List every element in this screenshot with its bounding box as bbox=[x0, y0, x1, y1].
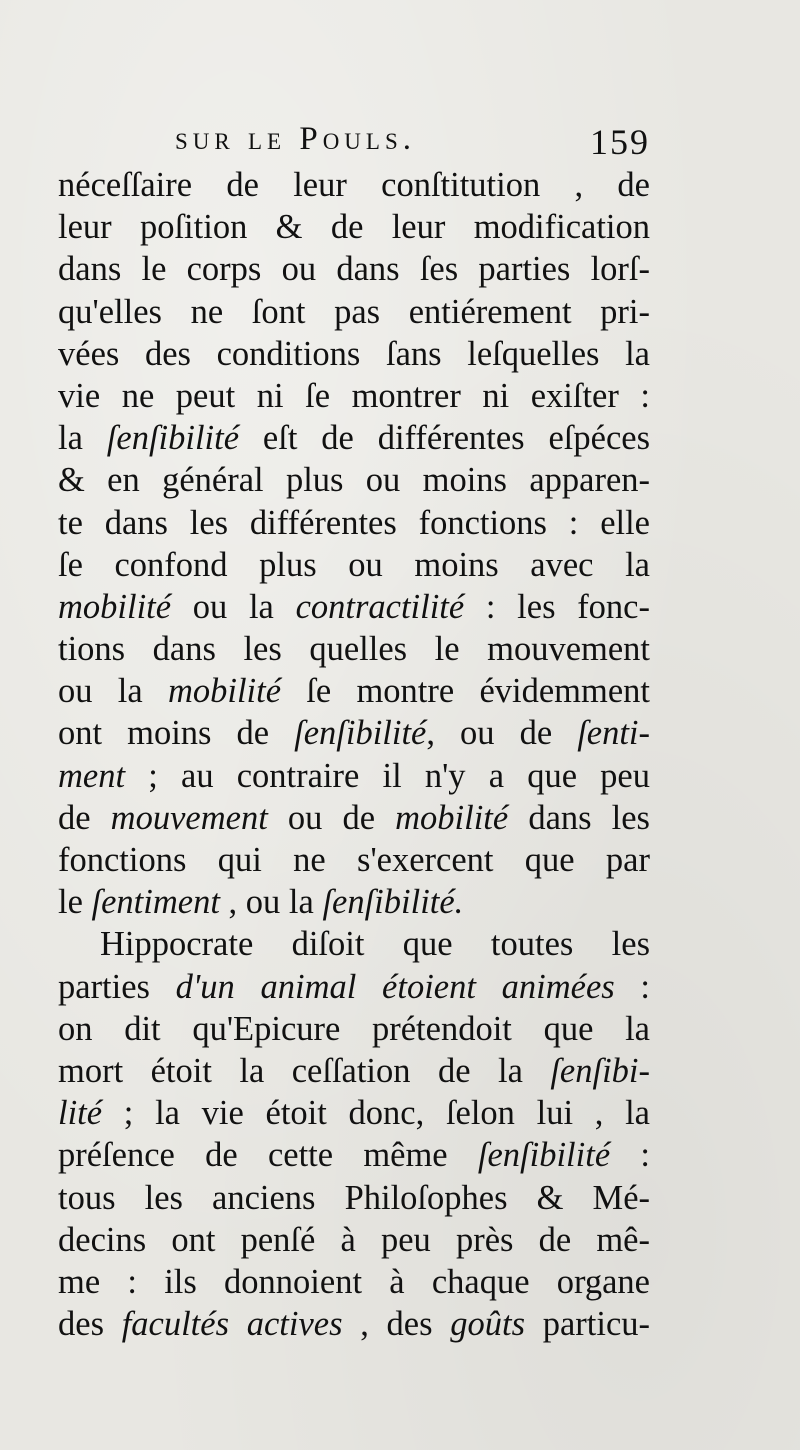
text-line bbox=[58, 1134, 650, 1176]
text-segment: te dans les différentes fonctions : elle bbox=[58, 503, 650, 542]
text-segment: ont moins de bbox=[58, 714, 295, 753]
text-segment: on dit qu'Epicure prétendoit que la bbox=[58, 1009, 650, 1048]
italic-text: ſenſibi- bbox=[550, 1051, 650, 1090]
text-segment: mort étoit la ceſſation de la bbox=[58, 1051, 551, 1090]
text-line bbox=[58, 544, 650, 586]
text-segment: : les fonc- bbox=[464, 587, 650, 626]
text-segment: me : ils donnoient à chaque organe bbox=[58, 1262, 650, 1301]
text-line bbox=[58, 797, 650, 839]
page-header bbox=[175, 121, 650, 165]
text-segment: eſt de différentes eſpéces bbox=[239, 419, 650, 458]
text-segment: qu'elles ne ſont pas entiérement pri- bbox=[58, 292, 650, 331]
text-segment: vie ne peut ni ſe montrer ni exiſter : bbox=[58, 376, 650, 415]
text-segment: , ou la bbox=[219, 883, 323, 922]
text-segment: tous les anciens Philoſophes & Mé- bbox=[58, 1178, 650, 1217]
text-segment: dans les bbox=[508, 798, 650, 837]
text-line bbox=[58, 459, 650, 501]
text-segment: : bbox=[614, 967, 650, 1006]
text-segment: ſe montre évidemment bbox=[281, 672, 650, 711]
text-segment: vées des conditions ſans leſquelles la bbox=[58, 334, 650, 373]
text-line bbox=[58, 1303, 650, 1345]
text-line bbox=[58, 248, 650, 290]
text-segment: decins ont penſé à peu près de mê- bbox=[58, 1220, 650, 1259]
text-line bbox=[58, 375, 650, 417]
text-line bbox=[58, 164, 650, 206]
text-segment: & en général plus ou moins apparen- bbox=[58, 461, 650, 500]
text-line bbox=[58, 712, 650, 754]
text-segment: , ou de bbox=[426, 714, 578, 753]
italic-text: mouvement bbox=[110, 798, 268, 837]
text-line bbox=[58, 923, 650, 965]
italic-text: contractilité bbox=[295, 587, 465, 626]
text-segment: néceſſaire de leur conſtitution , de bbox=[58, 166, 650, 204]
text-line bbox=[58, 670, 650, 712]
text-segment: ; la vie étoit donc, ſelon lui , la bbox=[102, 1094, 650, 1133]
body-text bbox=[58, 164, 650, 1345]
italic-text: ſenſibilité. bbox=[322, 883, 464, 922]
italic-text: ſenti- bbox=[577, 714, 650, 753]
text-line bbox=[58, 1008, 650, 1050]
text-segment: ſe confond plus ou moins avec la bbox=[58, 545, 650, 584]
italic-text: d'un animal étoient animées bbox=[175, 967, 615, 1006]
text-segment: des bbox=[58, 1305, 122, 1344]
text-segment: ou la bbox=[171, 587, 296, 626]
text-line bbox=[58, 1219, 650, 1261]
text-segment: parties bbox=[58, 967, 176, 1006]
page-number: 159 bbox=[590, 122, 650, 162]
text-line bbox=[58, 839, 650, 881]
text-segment: leur poſition & de leur modification bbox=[58, 208, 650, 247]
text-segment: Hippocrate diſoit que toutes les bbox=[100, 925, 650, 964]
text-segment: fonctions qui ne s'exercent que par bbox=[58, 841, 650, 879]
text-segment: préſence de cette même bbox=[58, 1136, 478, 1175]
italic-text: ſentiment bbox=[91, 883, 220, 922]
text-line bbox=[58, 206, 650, 248]
italic-text: ment bbox=[58, 756, 126, 795]
text-segment: particu- bbox=[525, 1305, 650, 1344]
text-segment: dans le corps ou dans ſes parties lorſ- bbox=[58, 250, 650, 289]
italic-text: ſenſibilité bbox=[477, 1136, 611, 1175]
text-segment: ou de bbox=[267, 798, 396, 837]
italic-text: mobilité bbox=[58, 587, 172, 626]
text-line bbox=[58, 291, 650, 333]
text-line bbox=[58, 1092, 650, 1134]
text-line bbox=[58, 1050, 650, 1092]
text-segment: : bbox=[610, 1136, 650, 1175]
text-segment: de bbox=[58, 798, 111, 837]
text-segment: ou la bbox=[58, 672, 168, 711]
text-segment: , des bbox=[342, 1305, 451, 1344]
text-segment: le bbox=[58, 883, 92, 922]
text-line bbox=[58, 586, 650, 628]
italic-text: facultés actives bbox=[121, 1305, 343, 1344]
text-segment: tions dans les quelles le mouvement bbox=[58, 630, 650, 669]
text-line bbox=[58, 966, 650, 1008]
text-line bbox=[58, 502, 650, 544]
text-segment: ; au contraire il n'y a que peu bbox=[125, 756, 650, 795]
italic-text: goûts bbox=[450, 1305, 526, 1344]
text-segment: la bbox=[58, 419, 107, 458]
text-line bbox=[58, 628, 650, 670]
text-line bbox=[58, 881, 650, 923]
text-line bbox=[58, 333, 650, 375]
italic-text: ſenſibilité bbox=[106, 419, 240, 458]
text-line bbox=[58, 417, 650, 459]
text-line bbox=[58, 755, 650, 797]
italic-text: ſenſibilité bbox=[294, 714, 427, 753]
italic-text: mobilité bbox=[167, 672, 282, 711]
italic-text: lité bbox=[58, 1094, 103, 1133]
running-title: sur le Pouls. bbox=[175, 121, 417, 157]
text-line bbox=[58, 1261, 650, 1303]
italic-text: mobilité bbox=[395, 798, 509, 837]
text-line bbox=[58, 1177, 650, 1219]
